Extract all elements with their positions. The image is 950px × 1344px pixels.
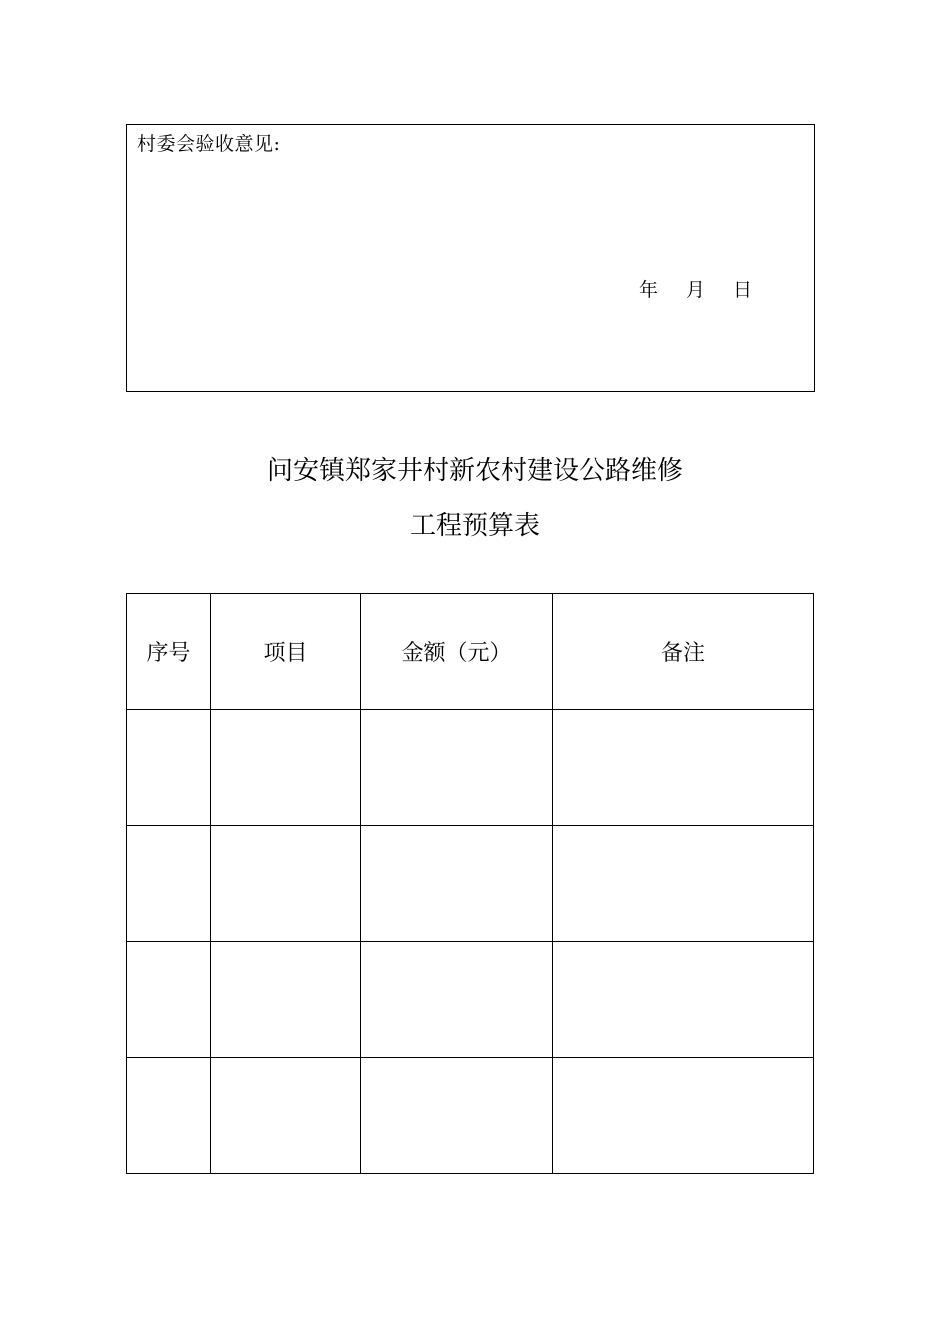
table-cell[interactable] bbox=[361, 1058, 553, 1174]
table-cell[interactable] bbox=[127, 1058, 211, 1174]
table-cell[interactable] bbox=[127, 942, 211, 1058]
acceptance-opinion-box bbox=[126, 124, 815, 392]
document-title-line2: 工程预算表 bbox=[409, 511, 540, 541]
table-cell[interactable] bbox=[553, 1058, 814, 1174]
table-row bbox=[127, 1058, 814, 1174]
table-row bbox=[127, 826, 814, 942]
table-header-row bbox=[127, 594, 814, 710]
document-title-line1: 问安镇郑家井村新农村建设公路维修 bbox=[266, 456, 683, 486]
table-cell[interactable] bbox=[211, 826, 361, 942]
signature-date bbox=[639, 275, 752, 302]
table-cell[interactable] bbox=[127, 826, 211, 942]
budget-table bbox=[126, 593, 814, 1174]
date-day-label: 日 bbox=[733, 279, 753, 301]
table-cell[interactable] bbox=[211, 942, 361, 1058]
table-cell[interactable] bbox=[211, 710, 361, 826]
table-row bbox=[127, 942, 814, 1058]
table-cell[interactable] bbox=[211, 1058, 361, 1174]
date-year-label: 年 bbox=[639, 279, 659, 301]
table-cell[interactable] bbox=[127, 710, 211, 826]
table-cell[interactable] bbox=[361, 942, 553, 1058]
header-remarks: 备注 bbox=[553, 594, 814, 710]
table-cell[interactable] bbox=[553, 942, 814, 1058]
date-month-label: 月 bbox=[686, 279, 706, 301]
table-cell[interactable] bbox=[553, 826, 814, 942]
table-cell[interactable] bbox=[361, 826, 553, 942]
header-serial-number: 序号 bbox=[127, 594, 211, 710]
header-item: 项目 bbox=[211, 594, 361, 710]
table-cell[interactable] bbox=[553, 710, 814, 826]
table-row bbox=[127, 710, 814, 826]
acceptance-opinion-label: 村委会验收意见: bbox=[137, 133, 281, 155]
header-amount: 金额（元） bbox=[361, 594, 553, 710]
table-cell[interactable] bbox=[361, 710, 553, 826]
